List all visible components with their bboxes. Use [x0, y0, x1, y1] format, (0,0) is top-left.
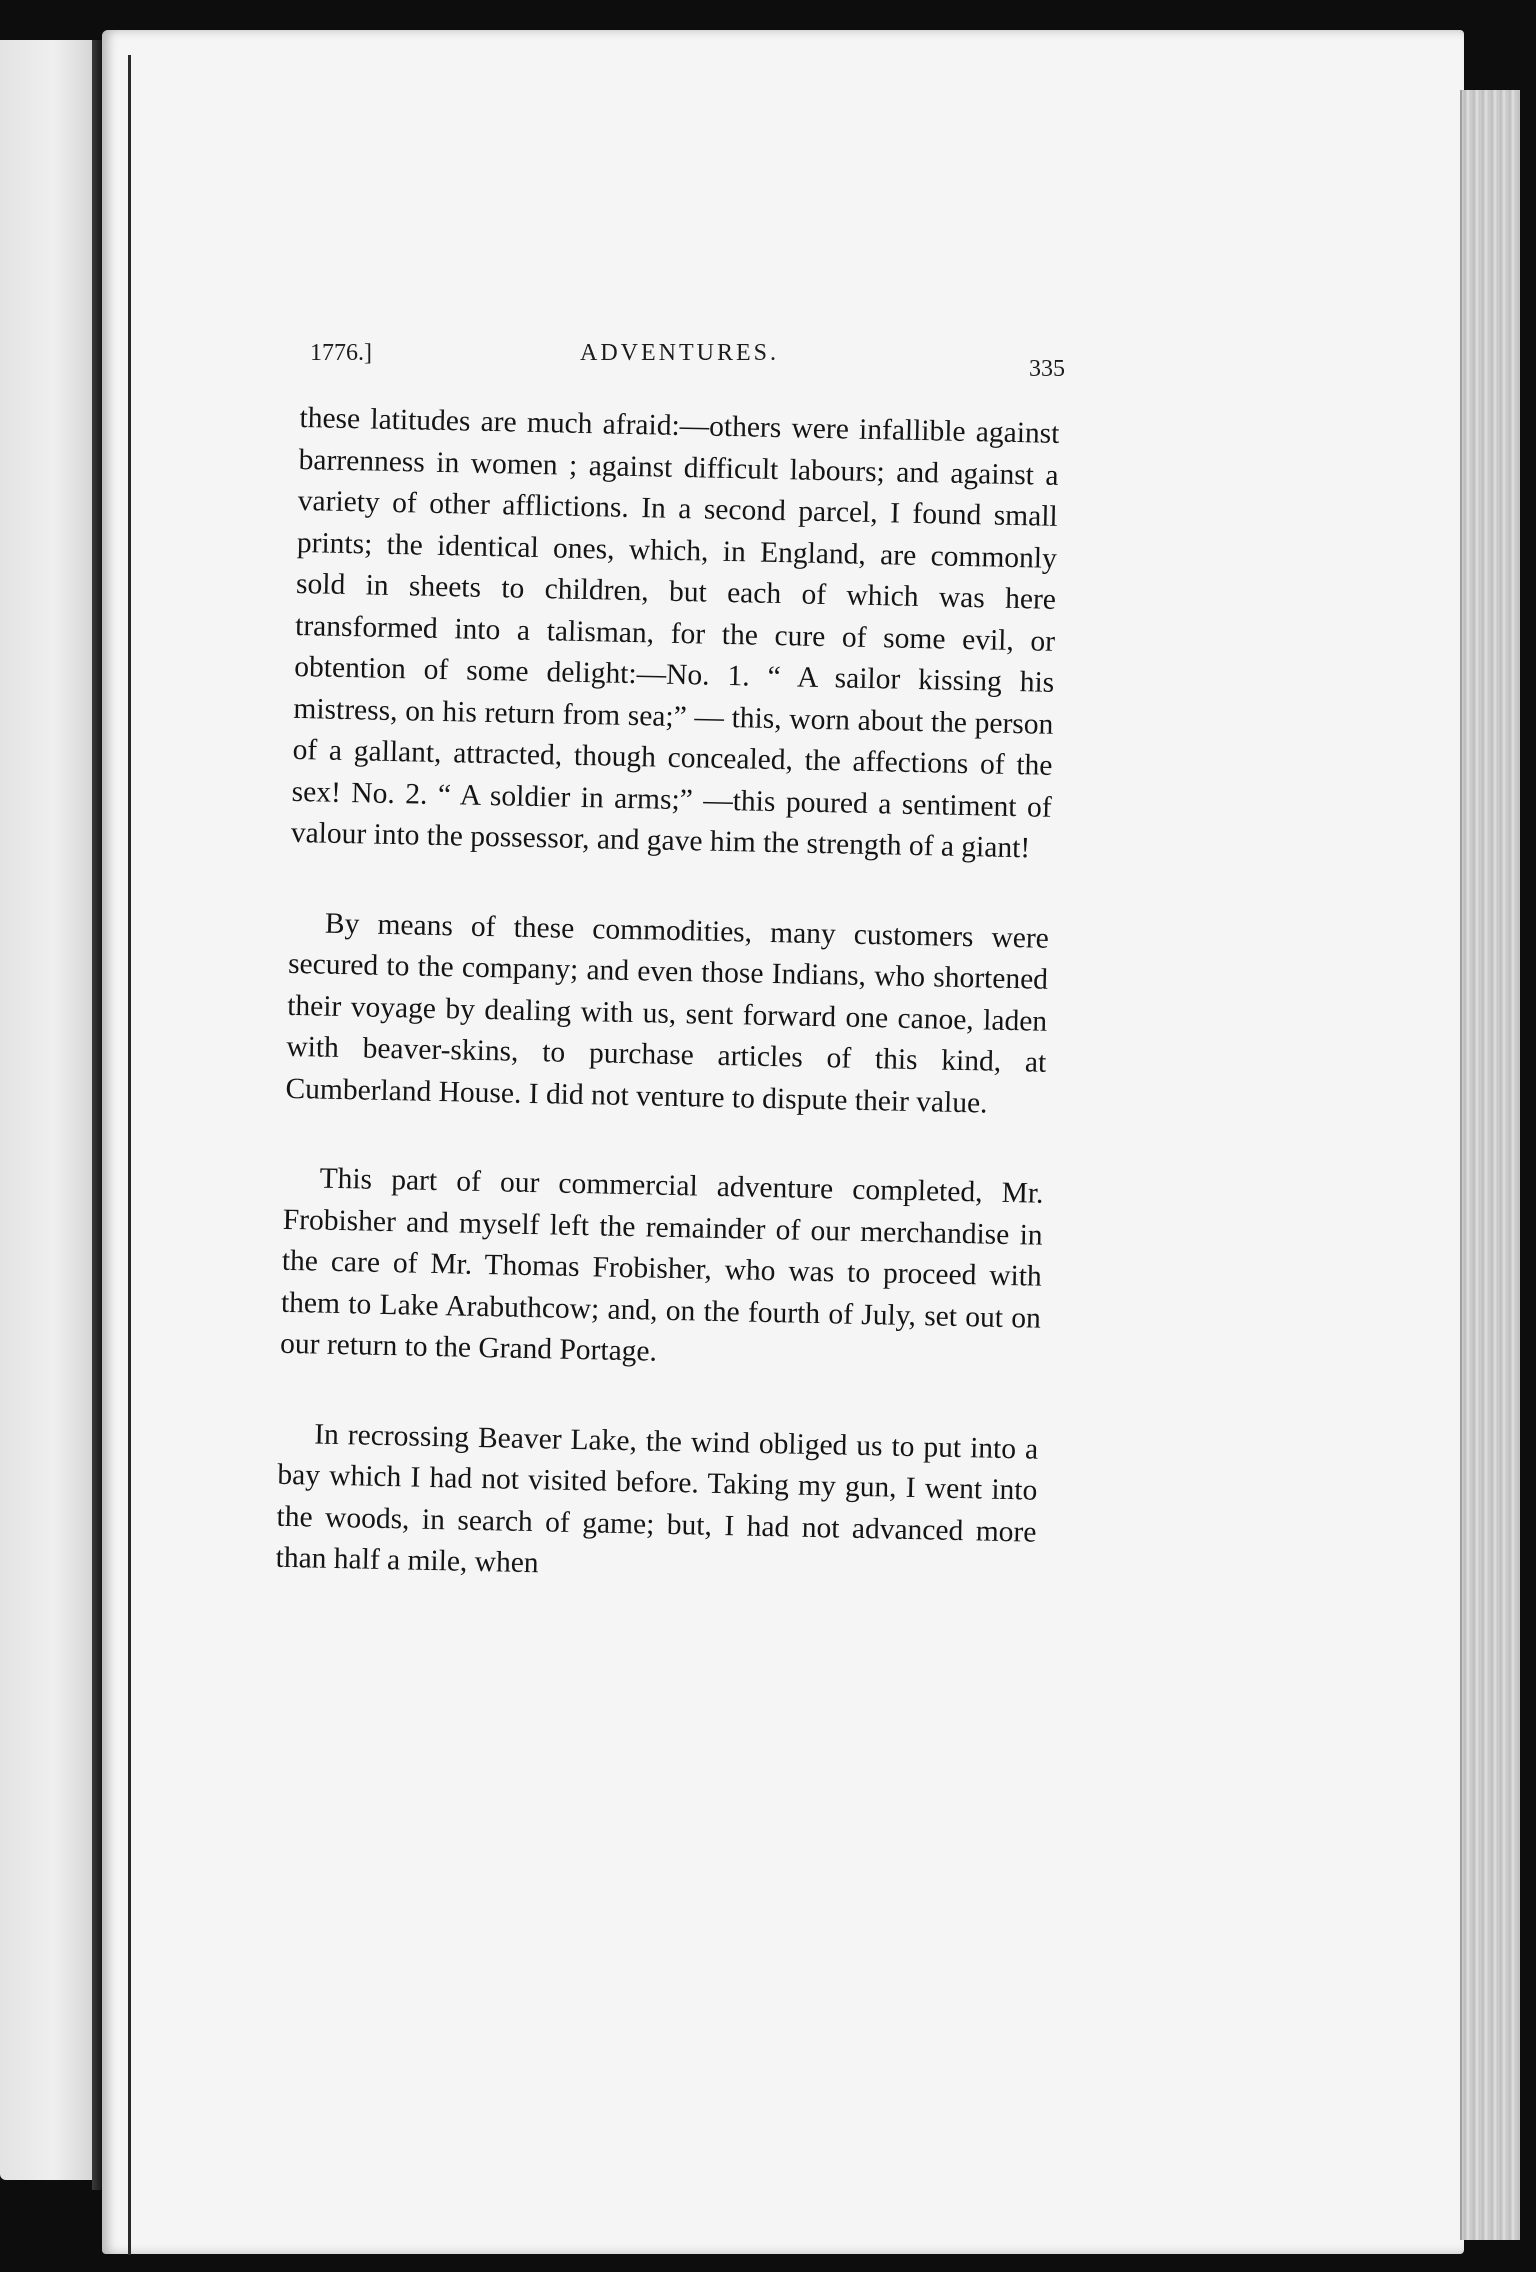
paragraph-2: By means of these commodities, many customers were secured to the company; and even those Indians, who shortened their voyage by dealing with us, sent forward one canoe, laden with beaver-skins, to purchase articles of this kind, at Cumberland House. I did not venture to dispute their value. [285, 907, 1050, 1120]
page-body-text [274, 398, 1060, 1643]
previous-page-edge [0, 40, 98, 2180]
page-stack-edges [1460, 90, 1520, 2240]
gutter-shadow [92, 40, 102, 2190]
page-spine-line [128, 55, 131, 2255]
paragraph-1: these latitudes are much afraid:—others were infallible against barrenness in women ; against difficult labours; and against a variety of other afflictions. In a second parcel, I found small prints; the identical ones, which, in England, are commonly sold in sheets to children, but each of which was here transformed into a talisman, for the cure of some evil, or obtention of some delight:—No. 1. “ A sailor kissing his mistress, on his return from sea;” — this, worn about the person of a gallant, attracted, though concealed, the affections of the sex! No. 2. “ A soldier in arms;” —this poured a sentiment of valour into the possessor, and gave him the strength of a giant! [290, 401, 1060, 865]
running-header [310, 340, 1065, 380]
page-number: 335 [1029, 356, 1065, 382]
header-year: 1776.] [310, 340, 372, 366]
header-title: ADVENTURES. [580, 340, 779, 366]
paragraph-3: This part of our commercial adventure completed, Mr. Frobisher and myself left the remainder of our merchandise in the care of Mr. Thomas Frobisher, who was to proceed with them to Lake Arabuthcow; and, on the fourth of July, set out on our return to the Grand Portage. [279, 1162, 1044, 1368]
paragraph-4: In recrossing Beaver Lake, the wind obliged us to put into a bay which I had not visited before. Taking my gun, I went into the woods, in search of game; but, I had not advanced more than half a mile, when [275, 1418, 1039, 1580]
